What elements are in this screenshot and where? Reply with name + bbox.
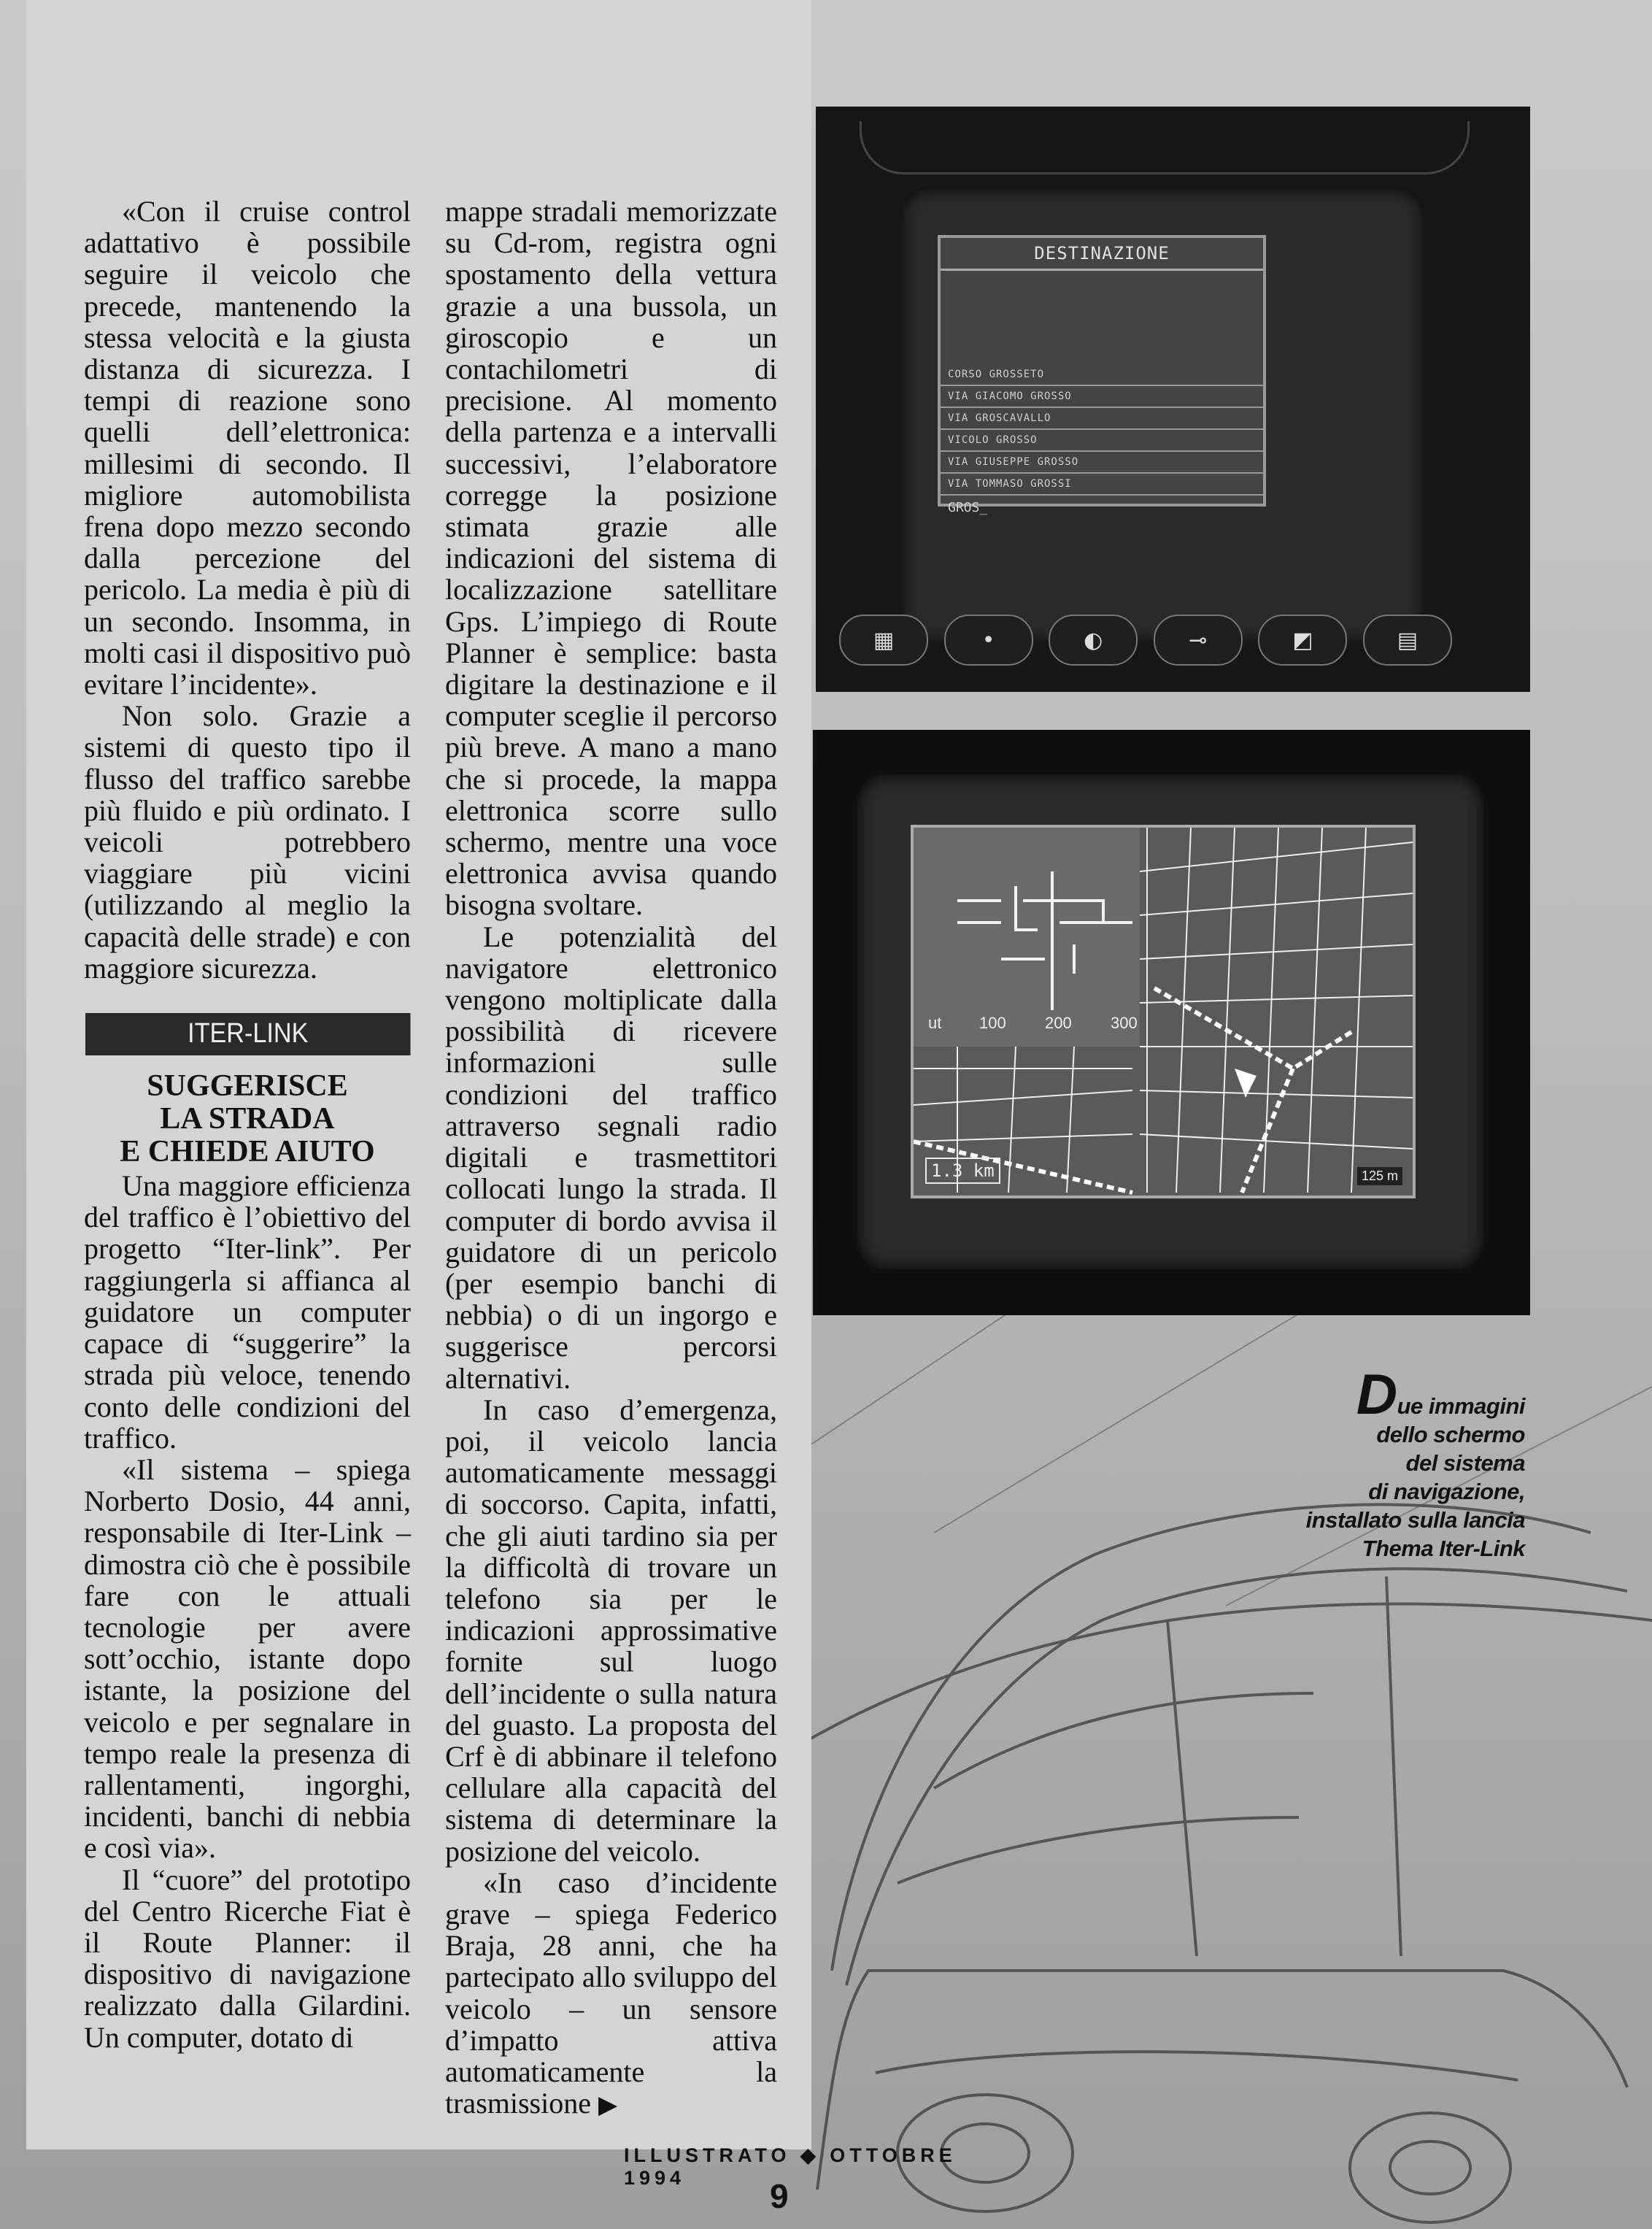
article-paragraph: Non solo. Grazie a sistemi di questo tipo il flusso del traffico sarebbe più fluido e più ordinato. I veicoli potrebbero viaggiare più vicini (utilizzando al meglio la capacità delle strade) e con maggiore sicurezza. (84, 699, 411, 985)
headline-line: SUGGERISCE (147, 1069, 348, 1104)
caption-dropcap: D (1356, 1362, 1397, 1426)
article-paragraph: In caso d’emergenza, poi, il veicolo lancia automaticamente messaggi di soccorso. Capita, infatti, che gli aiuti tardino sia per la difficoltà di trovare un telefono sia per le indicazioni approssimative fornite sul luogo dell’incidente o sulla natura del guasto. La proposta del Crf è di abbinare il telefono cellulare alla capacità del sistema di determinare la posizione del veicolo. (445, 1393, 777, 1868)
navigation-screen-destination (938, 235, 1266, 515)
caption-line: Thema Iter-Link (1362, 1536, 1525, 1561)
article-paragraph (445, 1867, 777, 2122)
photo-caption (1233, 1362, 1525, 1563)
map-button-icon: ▦ (839, 615, 928, 666)
destination-input: GROS_ (948, 500, 988, 515)
article-paragraph-text: «In caso d’incidente grave – spiega Federico Braja, 28 anni, che ha partecipato allo sviluppo del veicolo – un sensore d’impatto attiva automaticamente la trasmissione (445, 1866, 777, 2120)
headline (84, 1070, 411, 1169)
headline-line: LA STRADA (160, 1102, 335, 1136)
caption-line: di navigazione, (1368, 1479, 1525, 1504)
scale-label: 100 (979, 1014, 1006, 1032)
article-column-1 (84, 196, 411, 2053)
scale-label: ut (928, 1014, 942, 1032)
destination-row: VIA GROSCAVALLO (941, 408, 1263, 430)
caption-line: installato sulla lancia (1305, 1507, 1525, 1533)
screen-title: DESTINAZIONE (941, 238, 1263, 271)
article-paragraph: Le potenzialità del navigatore elettronico vengono moltiplicate dalla possibilità di ricevere informazioni sulle condizioni del traffico attraverso segnali radio digitali e trasmettitori collocati lungo la strada. Il computer di bordo avvisa il guidatore di un pericolo (per esempio banchi di nebbia) o di un ingorgo e suggerisce percorsi alternativi. (445, 920, 777, 1395)
destination-row: VIA GIUSEPPE GROSSO (941, 452, 1263, 474)
destination-row: CORSO GROSSETO (941, 364, 1263, 386)
light-button-icon: ◐ (1049, 615, 1138, 666)
page-number: 9 (770, 2177, 789, 2215)
dashboard-button-row (839, 615, 1452, 666)
article-paragraph: Una maggiore efficienza del traffico è l’obiettivo del progetto “Iter-link”. Per raggiungerla si affianca al guidatore un computer capace di “suggerire” la strada più veloce, tenendo conto delle condizioni del traffico. (84, 1169, 411, 1455)
destination-row: VIA TOMMASO GROSSI (941, 474, 1263, 496)
footer-publication: ILLUSTRATO ◆ OTTOBRE 1994 (624, 2144, 957, 2189)
article-paragraph: «Con il cruise control adattativo è possibile seguire il veicolo che precede, mantenendo la stessa velocità e la giusta distanza di sicurezza. I tempi di reazione sono quelli dell’elettronica: millesimi di secondo. Il migliore automobilista frena dopo mezzo secondo dalla percezione del pericolo. La media è più di un secondo. Insomma, in molti casi il dispositivo può evitare l’incidente». (84, 195, 411, 701)
screen-empty-area (941, 271, 1263, 364)
article-column-2 (445, 196, 777, 2121)
caption-line: dello schermo (1376, 1422, 1525, 1447)
destination-row: VICOLO GROSSO (941, 430, 1263, 452)
document-button-icon: ▤ (1363, 615, 1452, 666)
key-button-icon: ⊸ (1154, 615, 1243, 666)
distance-readout-right: 125 m (1357, 1167, 1402, 1185)
article-paragraph: Il “cuore” del prototipo del Centro Ricerche Fiat è il Route Planner: il dispositivo di navigazione realizzato dalla Gilardini. Un computer, dotato di (84, 1863, 411, 2054)
scale-label: 200 (1045, 1014, 1072, 1032)
article-paragraph: mappe stradali memorizzate su Cd-rom, registra ogni spostamento della vettura grazie a una bussola, un giroscopio e un contachilometri di precisione. Al momento della partenza e a intervalli successivi, l’elaboratore corregge la posizione stimata grazie alle indicazioni del sistema di localizzazione satellitare Gps. L’impiego di Route Planner è semplice: basta digitare la destinazione e il computer sceglie il percorso più breve. A mano a mano che si procede, la mappa elettronica scorre sullo schermo, mentre una voce elettronica avvisa quando bisogna svoltare. (445, 195, 777, 922)
street-map (914, 828, 1413, 1196)
scale-label: 300 (1111, 1014, 1138, 1032)
navigation-screen-map (911, 825, 1416, 1198)
distance-readout-left: 1.3 km (925, 1158, 1000, 1184)
continue-arrow-icon: ▶ (598, 2090, 618, 2120)
headline-line: E CHIEDE AIUTO (120, 1135, 375, 1169)
door-button-icon: ◩ (1258, 615, 1347, 666)
section-label: ITER-LINK (85, 1013, 411, 1055)
map-scale (928, 1014, 1138, 1037)
dot-button-icon: • (944, 615, 1033, 666)
caption-line: del sistema (1405, 1450, 1525, 1476)
caption-line (1233, 1362, 1525, 1426)
article-paragraph: «Il sistema – spiega Norberto Dosio, 44 anni, responsabile di Iter-Link – dimostra ciò che è possibile fare con le attuali tecnologie per avere sott’occhio, istante dopo istante, la posizione del veicolo e per segnalare in tempo reale la presenza di rallentamenti, ingorghi, incidenti, banchi di nebbia e così via». (84, 1452, 411, 1865)
dash-top-edge (860, 121, 1470, 174)
destination-row: VIA GIACOMO GROSSO (941, 386, 1263, 408)
caption-line-text: ue immagini (1397, 1393, 1525, 1419)
